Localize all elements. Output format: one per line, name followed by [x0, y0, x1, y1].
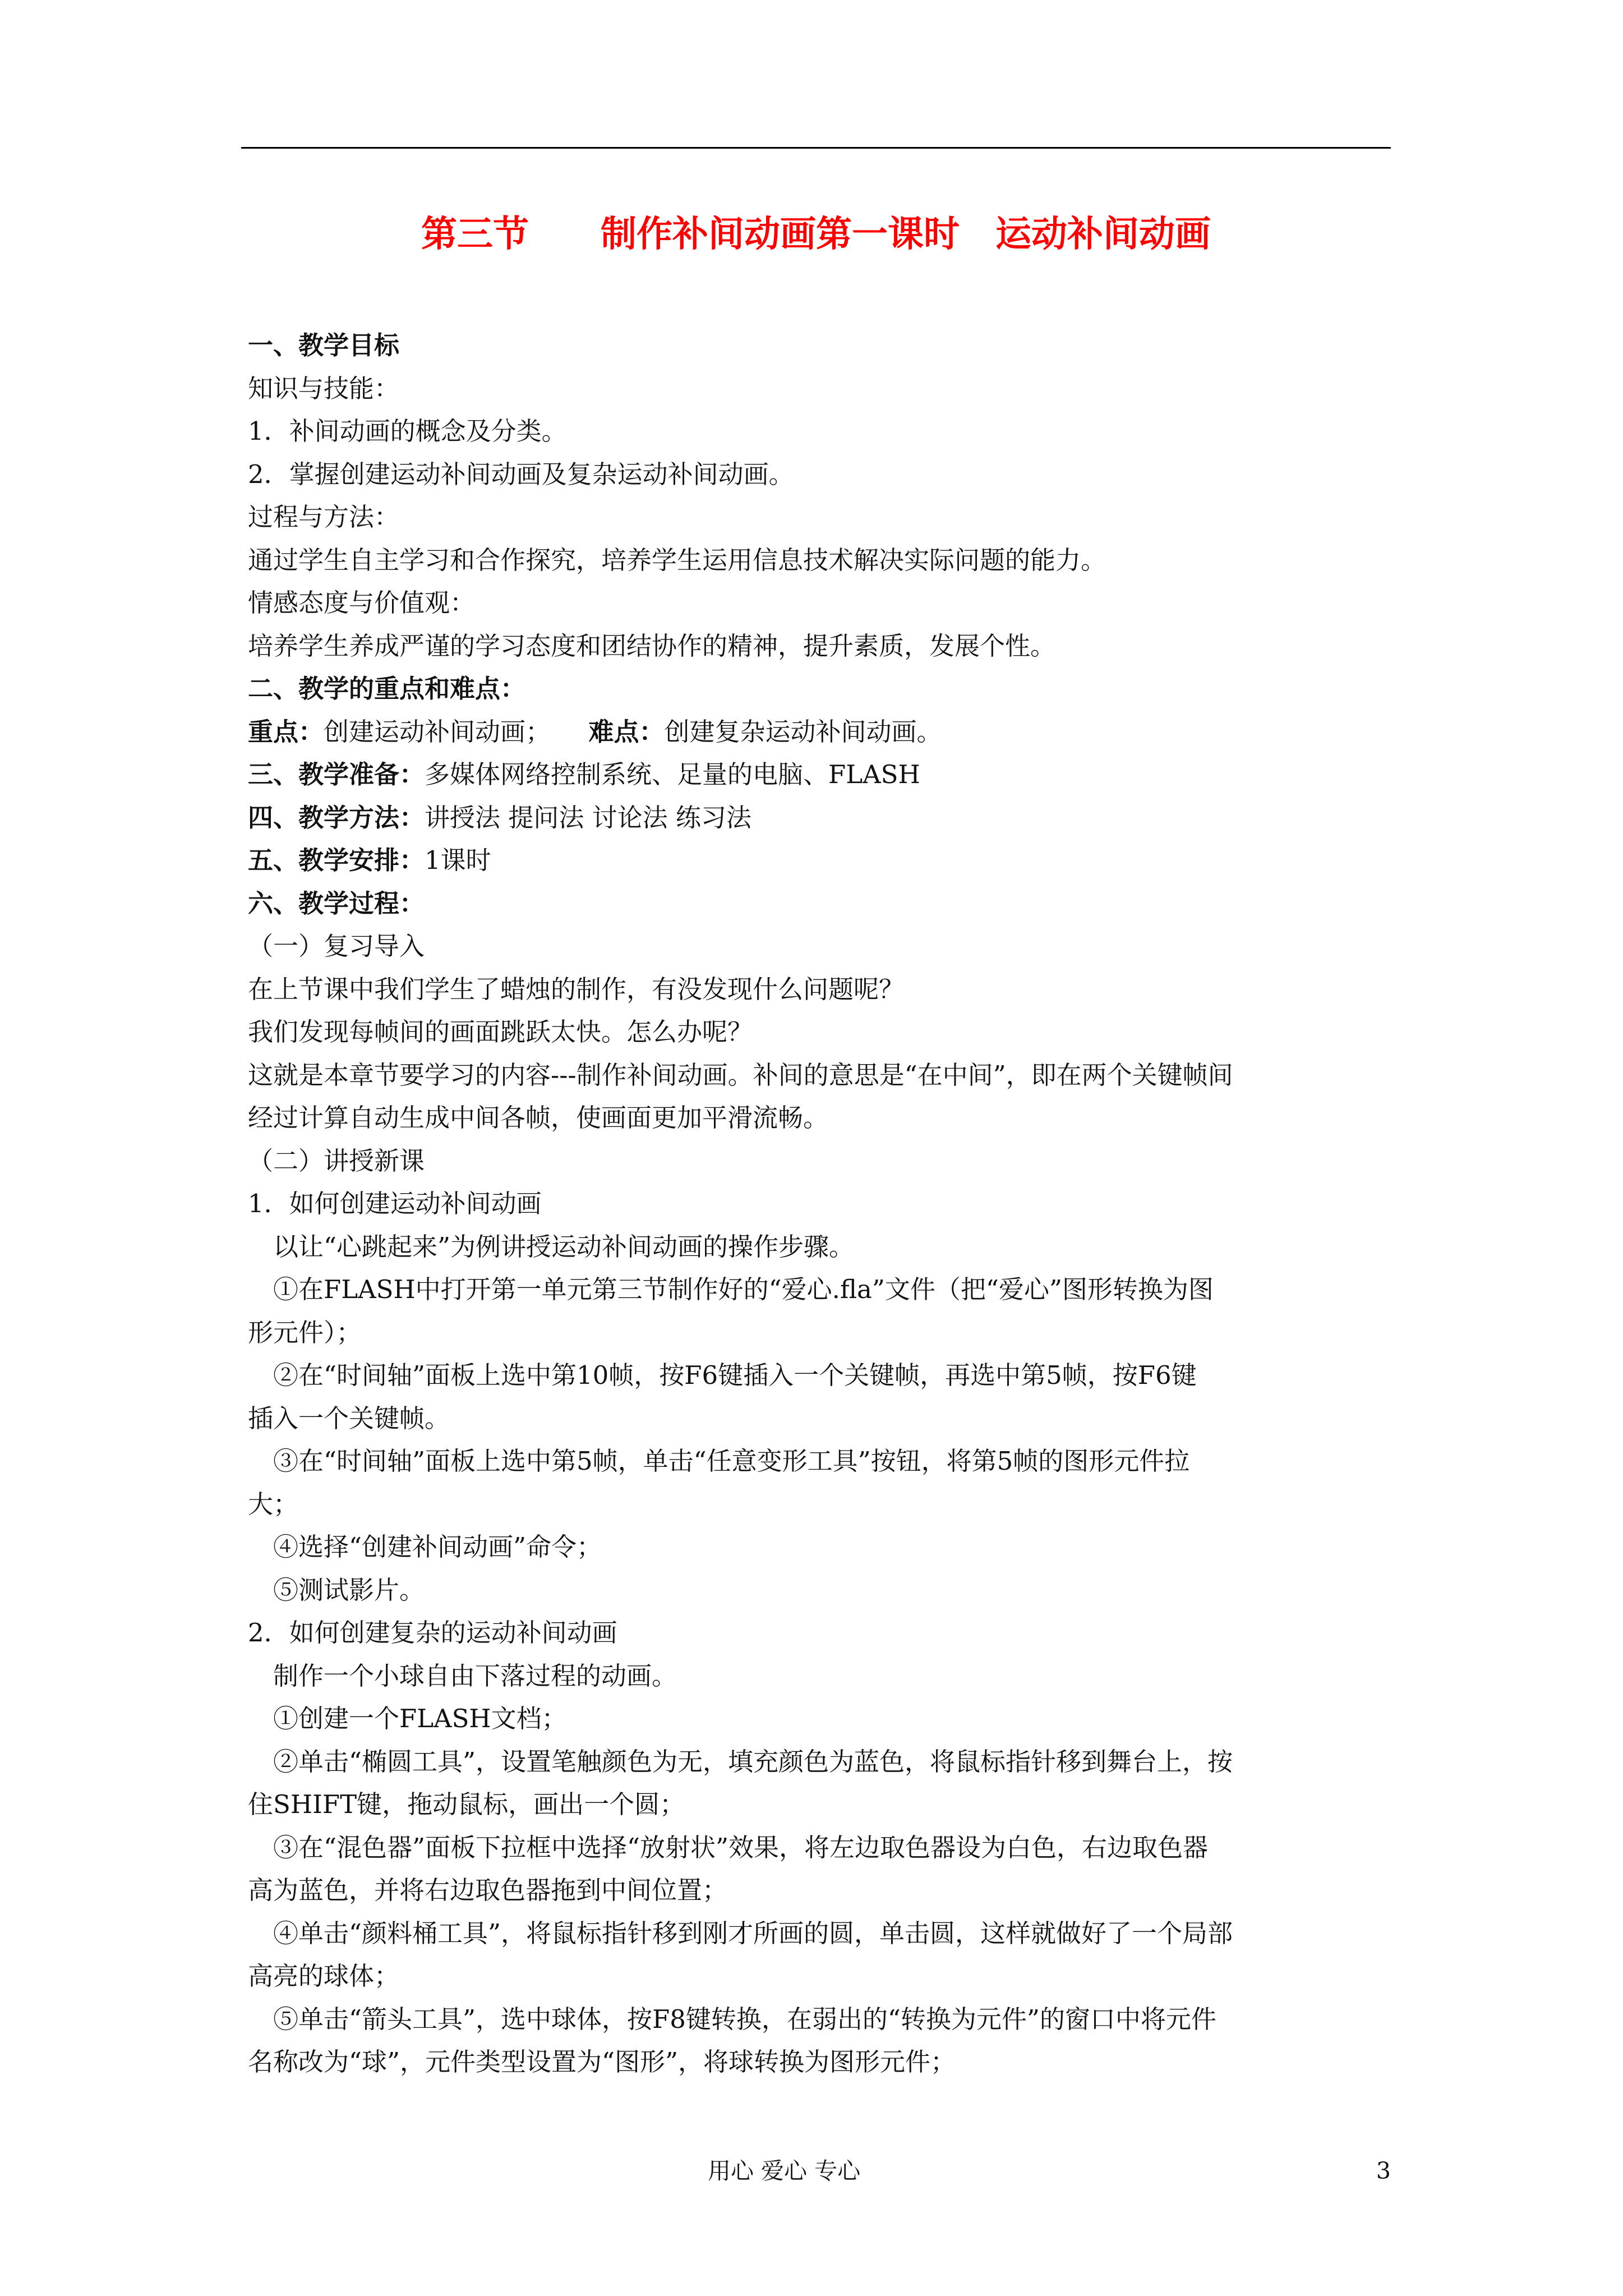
text-run: 创建复杂运动补间动画。 — [664, 716, 942, 747]
text-line: ①在FLASH中打开第一单元第三节制作好的“爱心.fla”文件（把“爱心”图形转换为图 — [248, 1274, 1214, 1304]
text-line: 二、教学的重点和难点： — [248, 674, 526, 703]
text-run: 讲授法 提问法 讨论法 练习法 — [425, 802, 751, 832]
text-line: 住SHIFT键，拖动鼠标，画出一个圆； — [248, 1789, 685, 1819]
text-line: 插入一个关键帧。 — [248, 1403, 450, 1433]
text-line: （一）复习导入 — [248, 931, 425, 961]
page-footer — [0, 2154, 1623, 2188]
text-line: 以让“心跳起来”为例讲授运动补间动画的操作步骤。 — [248, 1231, 855, 1262]
text-line — [248, 839, 1392, 882]
text-line: 2．掌握创建运动补间动画及复杂运动补间动画。 — [248, 459, 794, 489]
text-line: 情感态度与价值观： — [248, 588, 476, 618]
text-line: 六、教学过程： — [248, 888, 425, 918]
text-line: （二）讲授新课 — [248, 1145, 425, 1176]
text-line: 名称改为“球”，元件类型设置为“图形”，将球转换为图形元件； — [248, 2047, 956, 2077]
text-run: 多媒体网络控制系统、足量的电脑、FLASH — [425, 760, 920, 789]
text-line: 2．如何创建复杂的运动补间动画 — [248, 1618, 617, 1648]
text-run: 四、教学方法： — [248, 802, 425, 832]
text-line — [248, 711, 1392, 754]
text-line: 过程与方法： — [248, 502, 400, 532]
text-line: ①创建一个FLASH文档； — [248, 1704, 567, 1733]
text-line: 制作一个小球自由下落过程的动画。 — [248, 1660, 677, 1691]
text-line: ②在“时间轴”面板上选中第10帧，按F6键插入一个关键帧，再选中第5帧，按F6键 — [248, 1360, 1197, 1390]
text-line: 经过计算自动生成中间各帧，使画面更加平滑流畅。 — [248, 1103, 829, 1133]
document-body — [248, 324, 1392, 2084]
text-run: 难点： — [588, 716, 665, 747]
text-line: 知识与技能： — [248, 373, 400, 403]
text-line: ⑤单击“箭头工具”，选中球体，按F8键转换，在弱出的“转换为元件”的窗口中将元件 — [248, 2004, 1216, 2034]
text-line: 在上节课中我们学生了蜡烛的制作，有没发现什么问题呢？ — [248, 974, 905, 1004]
text-run: 1课时 — [425, 845, 491, 875]
text-line: 1．补间动画的概念及分类。 — [248, 416, 567, 446]
text-line — [248, 797, 1392, 840]
footer-text: 用心 爱心 专心 — [708, 2157, 861, 2184]
text-line: ⑤测试影片。 — [248, 1575, 425, 1605]
text-line: 形元件）； — [248, 1317, 362, 1347]
text-line: 通过学生自主学习和合作探究，培养学生运用信息技术解决实际问题的能力。 — [248, 545, 1106, 575]
text-line — [248, 753, 1392, 797]
text-run: 创建运动补间动画； — [324, 716, 589, 747]
text-line: ②单击“椭圆工具”，设置笔触颜色为无，填充颜色为蓝色，将鼠标指针移到舞台上，按 — [248, 1746, 1233, 1777]
text-line: ④单击“颜料桶工具”，将鼠标指针移到刚才所画的圆，单击圆，这样就做好了一个局部 — [248, 1918, 1233, 1948]
text-line: 大； — [248, 1489, 299, 1519]
text-line: 我们发现每帧间的画面跳跃太快。怎么办呢？ — [248, 1017, 753, 1047]
text-line: 一、教学目标 — [248, 330, 400, 360]
text-line: ③在“混色器”面板下拉框中选择“放射状”效果，将左边取色器设为白色，右边取色器 — [248, 1832, 1209, 1862]
text-run: 重点： — [248, 716, 324, 747]
text-line: ③在“时间轴”面板上选中第5帧，单击“任意变形工具”按钮，将第5帧的图形元件拉 — [248, 1446, 1190, 1476]
text-line: 培养学生养成严谨的学习态度和团结协作的精神，提升素质，发展个性。 — [248, 631, 1056, 661]
text-line: 高为蓝色，并将右边取色器拖到中间位置； — [248, 1875, 728, 1905]
text-line: 这就是本章节要学习的内容---制作补间动画。补间的意思是“在中间”，即在两个关键帧间 — [248, 1060, 1233, 1090]
text-run: 五、教学安排： — [248, 845, 425, 875]
text-run: 三、教学准备： — [248, 760, 425, 789]
page-number: 3 — [1376, 2157, 1391, 2184]
header-rule — [241, 147, 1391, 149]
text-line: 1．如何创建运动补间动画 — [248, 1189, 542, 1218]
page-title: 第三节 制作补间动画第一课时 运动补间动画 — [421, 213, 1211, 255]
text-line: 高亮的球体； — [248, 1961, 400, 1991]
text-line: ④选择“创建补间动画”命令； — [248, 1532, 602, 1562]
